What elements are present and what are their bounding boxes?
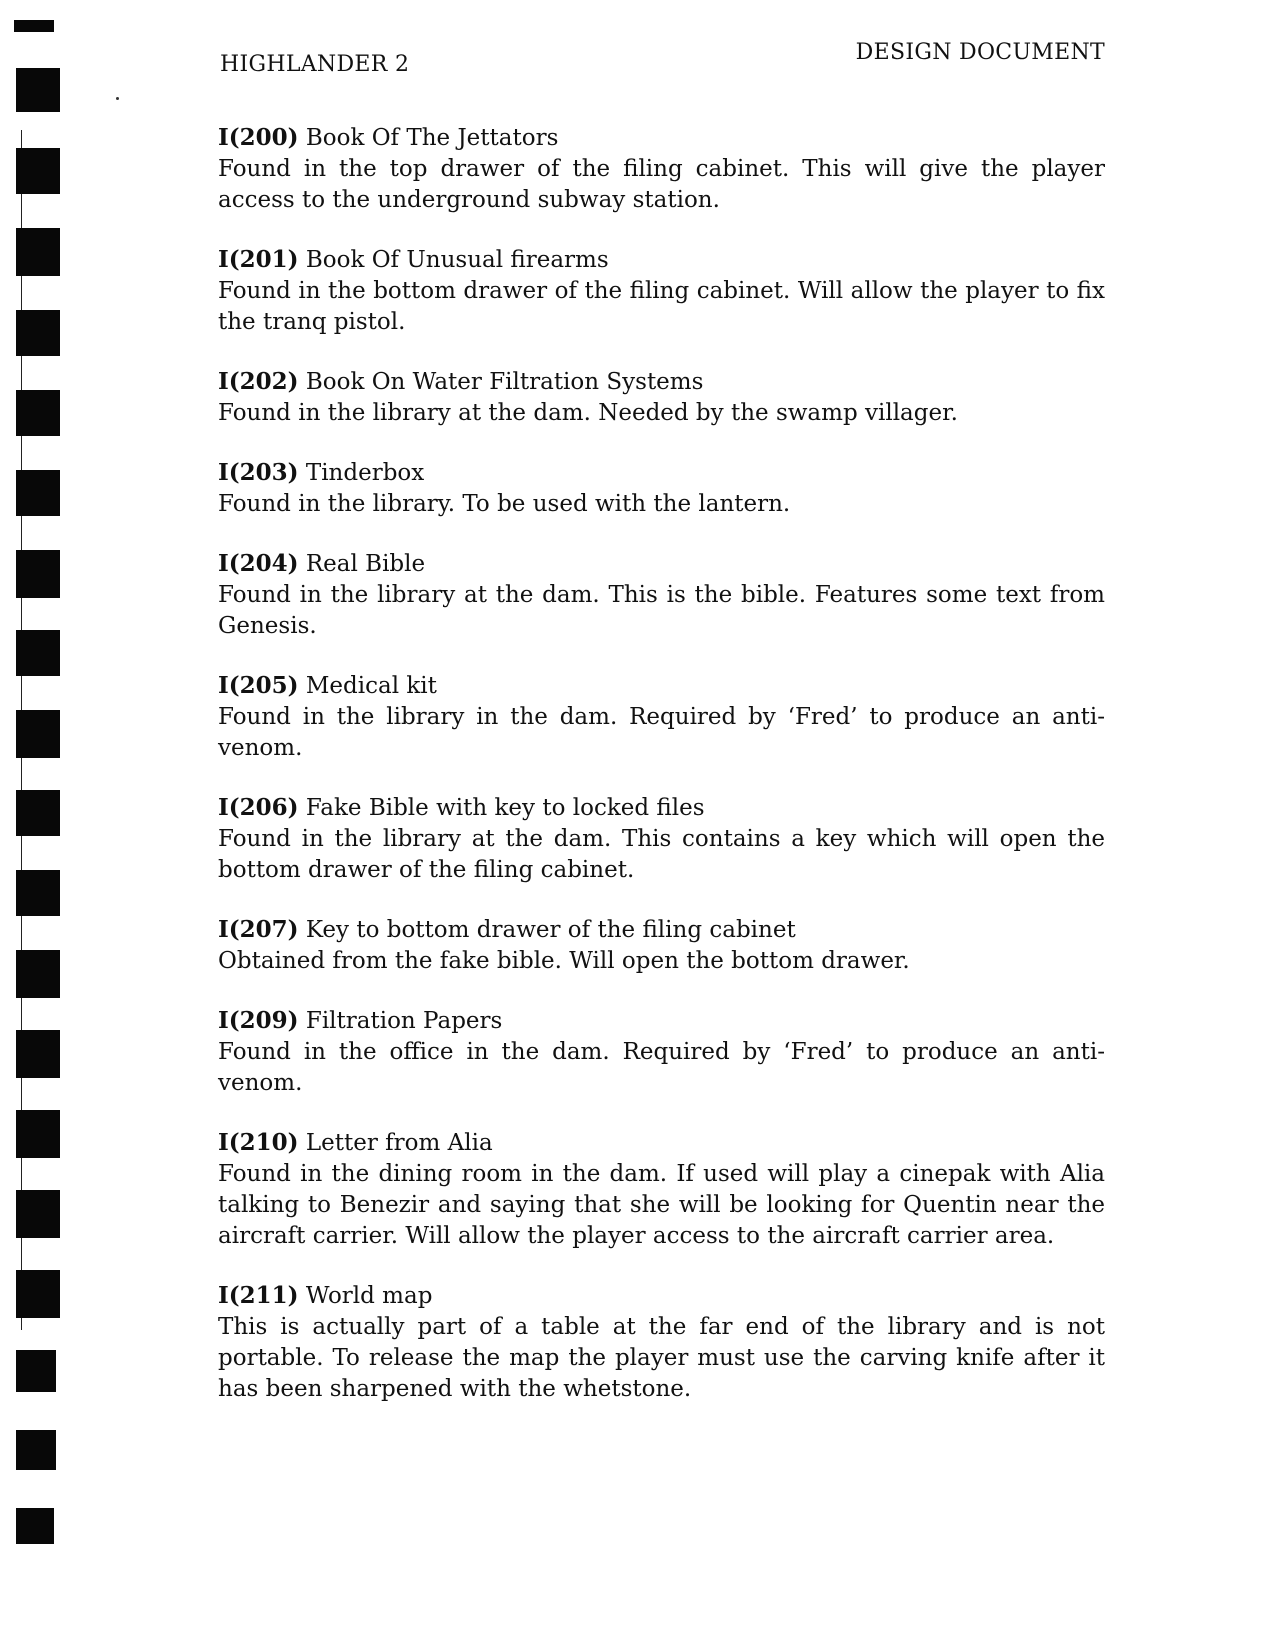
item-entry (218, 914, 1105, 977)
item-name: World map (305, 1283, 433, 1309)
binding-hole (16, 550, 60, 598)
item-entry (218, 670, 1105, 764)
binding-hole (16, 1030, 60, 1078)
item-description: Found in the library in the dam. Required by ‘Fred’ to produce an anti-venom. (218, 704, 1105, 761)
item-code: I(211) (218, 1282, 299, 1309)
binding-hole (16, 470, 60, 516)
item-code: I(206) (218, 794, 299, 821)
item-code: I(205) (218, 672, 299, 699)
binding-hole (16, 148, 60, 194)
item-title (218, 1005, 1105, 1037)
item-list (218, 122, 1105, 1433)
item-description: Found in the library at the dam. Needed by the swamp villager. (218, 400, 958, 426)
item-name: Book On Water Filtration Systems (305, 369, 704, 395)
item-entry (218, 1127, 1105, 1252)
binding-hole (16, 1190, 60, 1238)
item-title (218, 122, 1105, 154)
item-title (218, 548, 1105, 580)
binding-hole (16, 1110, 60, 1158)
binding-hole (16, 1350, 56, 1392)
header-project-title: HIGHLANDER 2 (220, 52, 410, 77)
header-document-type: DESIGN DOCUMENT (855, 40, 1105, 65)
item-code: I(200) (218, 124, 299, 151)
item-description: Found in the dining room in the dam. If used will play a cinepak with Alia talking to Benezir and saying that she will be looking for Quentin near the aircraft carrier. Will allow the player access to the aircraft carrier area. (218, 1161, 1105, 1249)
item-title (218, 914, 1105, 946)
item-description: Found in the library at the dam. This contains a key which will open the bottom drawer of the filing cabinet. (218, 826, 1105, 883)
item-title (218, 457, 1105, 489)
item-entry (218, 1280, 1105, 1405)
item-entry (218, 548, 1105, 642)
binding-hole (16, 710, 60, 758)
binding-hole (16, 870, 60, 916)
binding-hole (16, 630, 60, 676)
item-code: I(207) (218, 916, 299, 943)
item-entry (218, 457, 1105, 520)
item-code: I(202) (218, 368, 299, 395)
item-name: Book Of Unusual firearms (305, 247, 609, 273)
item-description: Found in the bottom drawer of the filing cabinet. Will allow the player to fix the tranq pistol. (218, 278, 1105, 335)
item-title (218, 792, 1105, 824)
item-code: I(201) (218, 246, 299, 273)
item-name: Book Of The Jettators (305, 125, 559, 151)
item-entry (218, 122, 1105, 216)
binding-hole (16, 950, 60, 998)
item-description: Found in the library at the dam. This is the bible. Features some text from Genesis. (218, 582, 1105, 639)
item-name: Fake Bible with key to locked files (305, 795, 705, 821)
binding-hole (16, 1508, 54, 1544)
item-name: Real Bible (305, 551, 426, 577)
binding-hole (16, 310, 60, 356)
item-name: Tinderbox (305, 460, 425, 486)
page-header (220, 40, 1105, 80)
item-code: I(203) (218, 459, 299, 486)
item-name: Filtration Papers (305, 1008, 503, 1034)
binding-hole (16, 390, 60, 436)
item-description: Obtained from the fake bible. Will open the bottom drawer. (218, 948, 910, 974)
item-title (218, 1127, 1105, 1159)
spiral-binding (0, 0, 70, 1650)
item-description: This is actually part of a table at the far end of the library and is not portable. To release the map the player must use the carving knife after it has been sharpened with the whetstone. (218, 1314, 1105, 1402)
item-code: I(204) (218, 550, 299, 577)
item-description: Found in the top drawer of the filing cabinet. This will give the player access to the underground subway station. (218, 156, 1105, 213)
binding-hole (14, 20, 54, 32)
item-title (218, 244, 1105, 276)
item-entry (218, 244, 1105, 338)
item-description: Found in the library. To be used with the lantern. (218, 491, 791, 517)
paper-speck (116, 97, 119, 100)
item-title (218, 1280, 1105, 1312)
item-name: Key to bottom drawer of the filing cabinet (305, 917, 796, 943)
item-entry (218, 366, 1105, 429)
item-entry (218, 1005, 1105, 1099)
binding-hole (16, 790, 60, 836)
item-title (218, 670, 1105, 702)
item-code: I(210) (218, 1129, 299, 1156)
binding-hole (16, 1430, 56, 1470)
item-description: Found in the office in the dam. Required by ‘Fred’ to produce an anti-venom. (218, 1039, 1105, 1096)
binding-hole (16, 1270, 60, 1318)
item-name: Letter from Alia (305, 1130, 493, 1156)
binding-hole (16, 228, 60, 276)
item-title (218, 366, 1105, 398)
binding-hole (16, 68, 60, 112)
item-name: Medical kit (305, 673, 437, 699)
item-code: I(209) (218, 1007, 299, 1034)
item-entry (218, 792, 1105, 886)
